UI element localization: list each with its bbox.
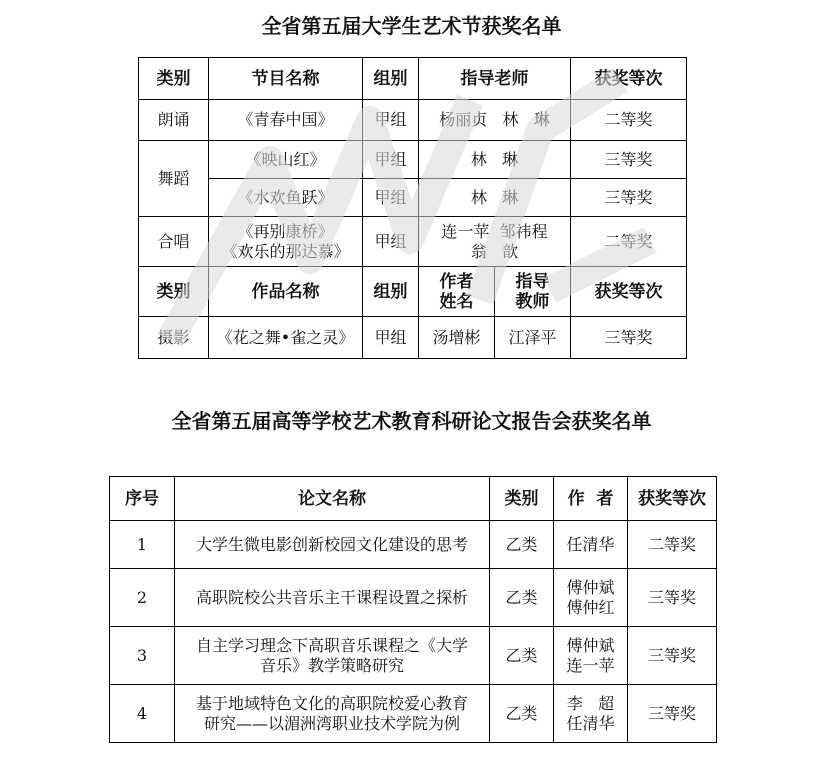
awards-list-title-2: 全省第五届高等学校艺术教育科研论文报告会获奖名单	[171, 409, 652, 433]
table-row	[139, 100, 687, 141]
cell-paper-title	[175, 685, 490, 743]
research-paper-table	[109, 476, 717, 743]
author-line: 傅仲红	[566, 597, 615, 617]
awards-list-title-1: 全省第五届大学生艺术节获奖名单	[261, 14, 562, 38]
table-row	[139, 141, 687, 179]
cell-work-name: 《花之舞•雀之灵》	[209, 317, 363, 359]
table-header-row	[139, 267, 687, 317]
cell-type: 乙类	[490, 627, 554, 685]
cell-group: 甲组	[363, 317, 419, 359]
header-line: 指导	[515, 271, 550, 292]
table-header-row	[110, 477, 717, 521]
cell-group: 甲组	[363, 141, 419, 179]
photography-table	[138, 266, 687, 359]
header-award: 获奖等次	[571, 58, 687, 100]
header-category: 类别	[139, 58, 209, 100]
author-line: 连一苹	[566, 655, 615, 675]
header-group: 组别	[363, 58, 419, 100]
cell-advisor: 江泽平	[495, 317, 571, 359]
cell-group: 甲组	[363, 100, 419, 141]
table-row	[110, 569, 717, 627]
cell-paper-title	[175, 521, 490, 569]
teacher-line: 连一苹 邹祎程	[441, 221, 548, 241]
header-award: 获奖等次	[571, 267, 687, 317]
cell-author	[554, 685, 628, 743]
header-line: 教师	[515, 291, 550, 312]
arts-festival-table	[138, 57, 687, 267]
cell-teacher: 杨丽贞 林 琳	[419, 100, 571, 141]
header-program-name: 节目名称	[209, 58, 363, 100]
author-line: 李 超	[566, 693, 615, 713]
header-category: 类别	[139, 267, 209, 317]
cell-author	[554, 627, 628, 685]
cell-category: 舞蹈	[139, 141, 209, 217]
cell-number: 1	[110, 521, 175, 569]
cell-teacher: 林 琳	[419, 141, 571, 179]
header-group: 组别	[363, 267, 419, 317]
cell-award: 三等奖	[628, 569, 717, 627]
cell-program-name: 《青春中国》	[209, 100, 363, 141]
program-name-line: 《再别康桥》	[237, 221, 334, 241]
header-line: 姓名	[439, 291, 474, 312]
table-row	[139, 179, 687, 217]
header-advisor	[495, 267, 571, 317]
header-work-name: 作品名称	[209, 267, 363, 317]
cell-award: 三等奖	[571, 141, 687, 179]
cell-award: 三等奖	[571, 179, 687, 217]
paper-title-line: 高职院校公共音乐主干课程设置之探析	[195, 587, 468, 607]
program-name-line: 《欢乐的那达慕》	[221, 241, 350, 261]
cell-award: 二等奖	[571, 217, 687, 267]
author-line: 任清华	[566, 534, 615, 554]
cell-award: 二等奖	[628, 521, 717, 569]
header-teacher: 指导老师	[419, 58, 571, 100]
author-line: 傅仲斌	[566, 635, 615, 655]
cell-category: 朗诵	[139, 100, 209, 141]
header-author: 作 者	[554, 477, 628, 521]
cell-category: 摄影	[139, 317, 209, 359]
cell-award: 三等奖	[628, 627, 717, 685]
header-paper-title: 论文名称	[175, 477, 490, 521]
cell-award: 三等奖	[628, 685, 717, 743]
cell-number: 3	[110, 627, 175, 685]
table-row	[139, 217, 687, 267]
cell-program-name	[209, 217, 363, 267]
table-header-row	[139, 58, 687, 100]
table-row	[139, 317, 687, 359]
cell-number: 4	[110, 685, 175, 743]
paper-title-line: 大学生微电影创新校园文化建设的思考	[195, 534, 468, 554]
cell-program-name: 《映山红》	[209, 141, 363, 179]
cell-award: 二等奖	[571, 100, 687, 141]
cell-author	[554, 521, 628, 569]
cell-paper-title	[175, 627, 490, 685]
cell-teacher	[419, 217, 571, 267]
cell-type: 乙类	[490, 685, 554, 743]
paper-title-line: 研究——以湄洲湾职业技术学院为例	[203, 713, 460, 733]
author-line: 任清华	[566, 713, 615, 733]
table-row	[110, 627, 717, 685]
cell-author: 汤增彬	[419, 317, 495, 359]
table-row	[110, 521, 717, 569]
cell-type: 乙类	[490, 521, 554, 569]
author-line: 傅仲斌	[566, 577, 615, 597]
paper-title-line: 基于地域特色文化的高职院校爱心教育	[195, 693, 468, 713]
cell-group: 甲组	[363, 179, 419, 217]
table-row	[110, 685, 717, 743]
cell-group: 甲组	[363, 217, 419, 267]
paper-title-line: 音乐》教学策略研究	[259, 655, 404, 675]
cell-program-name: 《水欢鱼跃》	[209, 179, 363, 217]
header-type: 类别	[490, 477, 554, 521]
cell-number: 2	[110, 569, 175, 627]
header-number: 序号	[110, 477, 175, 521]
teacher-line: 翁 歆	[470, 241, 519, 261]
cell-author	[554, 569, 628, 627]
cell-award: 三等奖	[571, 317, 687, 359]
header-line: 作者	[439, 271, 474, 292]
paper-title-line: 自主学习理念下高职音乐课程之《大学	[195, 635, 468, 655]
header-author-name	[419, 267, 495, 317]
cell-type: 乙类	[490, 569, 554, 627]
cell-category: 合唱	[139, 217, 209, 267]
cell-teacher: 林 琳	[419, 179, 571, 217]
header-award: 获奖等次	[628, 477, 717, 521]
cell-paper-title	[175, 569, 490, 627]
